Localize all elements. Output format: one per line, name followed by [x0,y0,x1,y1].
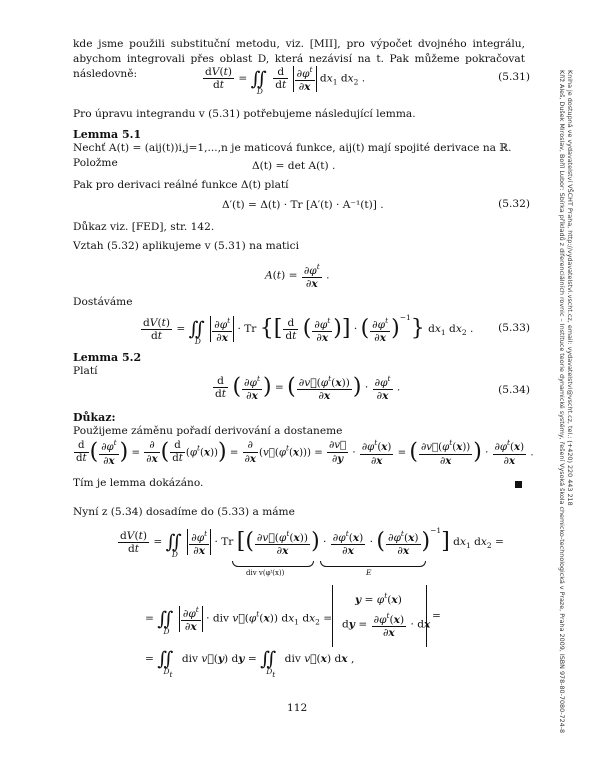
equation-number: (5.31) [498,71,530,83]
equation-5-31-body: $\frac{dV(t)}{dt}$ = $∬_D$ $\frac{d}{dt}$ $\frac{\partial\varphi^t}{\partial x}$ $dx_1$ $dx_2$ . [205,65,366,96]
derivation-line-3: = $∬_{Dt}$ div v⃗(y) dy = $∬_{Dt}$ div v⃗(x) dx , [145,648,355,679]
qed-square-icon [515,481,522,488]
lemma-5-1-title: Lemma 5.1 [73,128,142,141]
underbrace-e-label: E [366,568,372,577]
substitution-y: $y = \varphi^t(x)$ [355,591,402,606]
equation-number: (5.33) [498,322,530,334]
equation-number: (5.34) [498,384,530,396]
plati-text: Platí [73,365,98,377]
lemma-5-1-text: Nechť A(t) = (aij(t))i,j=1,...,n je maticová funkce, aij(t) mají spojité derivace na ℝ. Položme [73,142,512,169]
nyni-paragraph: Nyní z (5.34) dosadíme do (5.33) a máme [73,506,295,518]
lemma-5-2-title: Lemma 5.2 [73,351,142,364]
derivation-eq-sign: = [432,610,441,622]
equation-number: (5.32) [498,198,530,210]
dostavame-text: Dostáváme [73,296,133,308]
proof-text: Použijeme záměnu pořadí derivování a dostaneme [73,425,343,437]
equation-5-34-body: $\frac{d}{dt}$ ( $\frac{\partial\varphi^t}{\partial x}$ ) = ( $\frac{\partial v⃗(\varphi^t(x))}{\partial x}$ ) · $\frac{\partial\varphi^t}{\partial x}$ . [215,374,401,402]
underbrace-e [320,561,426,567]
equation-5-32-body: Δ′(t) = Δ(t) · Tr [A′(t) · A⁻¹(t)] . [222,199,384,211]
side-note [556,70,574,734]
derivation-line-2: = $∬_D$ $\frac{\partial\varphi^t}{\partial x}$ · div $v⃗(\varphi^t(x))$ $dx_1$ $dx_2$ = [145,605,333,636]
lemma-5-1-definition: Δ(t) = det A(t) . [252,160,336,172]
side-note-line-2: Kniha je dostupná ve vydavatelství VŠCHT Praha, http://vydavatelstvi.vscht.cz, email: vydavatelstvi@vscht.cz, tel.: (+420) 220 443 218 [566,70,574,506]
intro-paragraph: kde jsme použili substituční metodu, viz. [MII], pro výpočet dvojného integrálu, abychom integrovali přes oblast D, která nezávisí na t. Pak můžeme pokračovat následovně: [73,38,525,80]
proof-equation: $\frac{d}{dt}$ ( $\frac{\partial\varphi^t}{\partial x}$ ) = ∂ ∂x ( $\frac{d}{dt}$ $(\varphi^t(x))$) = ∂ ∂x $(v⃗(\varphi^t(x)))$ = $\frac{\partial v⃗}{\partial y}$ · $\frac{\partial\varphi^t(x)}{\partial x}$ = ( $\frac{\partial v⃗(\varphi^t(x))}{\partial x}$ ) · $\frac{\partial\varphi^t(x)}{\partial x}$ . [76,438,534,467]
derivation-line-1: $\frac{dV(t)}{dt}$ = $∬_D$ $\frac{\partial\varphi^t}{\partial x}$ · Tr [( $\frac{\partial v⃗(\varphi^t(x))}{\partial x}$ ) · $\frac{\partial\varphi^t(x)}{\partial x}$ · ( $\frac{\partial\varphi^t(x)}{\partial x}$ )$^{-1}$] $dx_1$ $dx_2$ = [120,526,504,559]
substitution-dy: dy = $\frac{\partial\varphi^t(x)}{\partial x}$ · dx [342,611,431,639]
underbrace-div-label: div v(φᵗ(x)) [246,569,285,577]
matrix-definition: A(t) = $\frac{\partial\varphi^t}{\partial x}$ . [265,262,330,290]
proof-title: Důkaz: [73,411,116,424]
side-note-line-1: Kříž Aleš, Dušek Miroslav, Boříl Lubor: Sbírka příkladů z diferenciálních rovnic – Instituce teorie dynamické systémy, řešení Vysoká škola chemicko-technologická v Praze, Praha 2009, ISBN 978-80-7080-724-8 [558,70,566,734]
equation-5-33-body: $\frac{dV(t)}{dt}$ = $∬_D$ $\frac{\partial\varphi^t}{\partial x}$ · Tr {[ $\frac{d}{dt}$ ( $\frac{\partial\varphi^t}{\partial x}$ )] · ( $\frac{\partial\varphi^t}{\partial x}$ )$^{-1}$} $dx_1$ $dx_2$ . [143,313,474,346]
page-number: 112 [287,702,308,714]
apply-paragraph: Vztah (5.32) aplikujeme v (5.31) na matici [73,240,299,252]
lemma-done-text: Tím je lemma dokázáno. [73,477,204,489]
proof-reference: Důkaz viz. [FED], str. 142. [73,221,215,233]
lemma-5-1-then: Pak pro derivaci reálné funkce Δ(t) platí [73,179,289,191]
lemma-use-paragraph: Pro úpravu integrandu v (5.31) potřebujeme následující lemma. [73,108,416,120]
